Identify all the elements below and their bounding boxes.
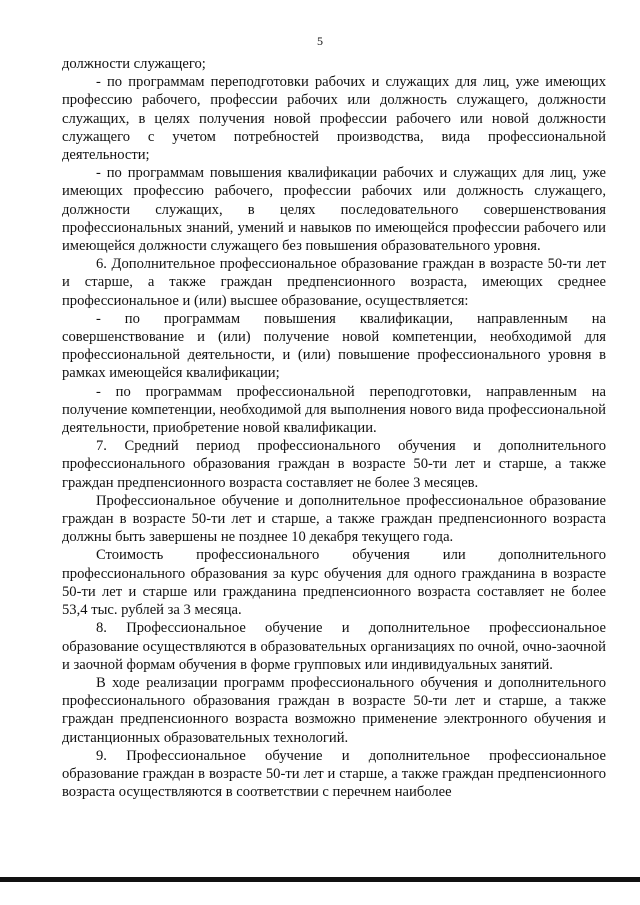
paragraph-item-6-qualification: - по программам повышения квалификации, направленным на совершенствование и (или) получение новой компетенции, необходимой для профессиональной деятельности, и (или) повышение профессионального уровня в рамках имеющейся квалификации; (62, 310, 606, 382)
paragraph-item-6-retraining: - по программам профессиональной переподготовки, направленным на получение компетенции, необходимой для выполнения нового вида профессиональной деятельности, приобретение новой квалификации. (62, 383, 606, 437)
bottom-rule (0, 877, 640, 882)
paragraph-item-7: 7. Средний период профессионального обучения и дополнительного профессионального образования граждан в возрасте 50-ти лет и старше, а также граждан предпенсионного возраста составляет не более 3 месяцев. (62, 438, 606, 491)
paragraph-continuation: должности служащего; (62, 56, 206, 72)
paragraph-item-7-cost: Стоимость профессионального обучения или дополнительного профессионального образования за курс обучения для одного гражданина в возрасте 50-ти лет и старше или гражданина предпенсионного возраста составляет не более 53,4 тыс. рублей за 3 месяца. (62, 547, 606, 619)
paragraph-item-6: 6. Дополнительное профессиональное образование граждан в возрасте 50-ти лет и старше, а также граждан предпенсионного возраста, имеющих среднее профессиональное и (или) высшее образование, осуществляется: (62, 256, 606, 309)
paragraph-item-9: 9. Профессиональное обучение и дополнительное профессиональное образование граждан в возрасте 50-ти лет и старше, а также граждан предпенсионного возраста осуществляются в соответствии с перечнем наиболее (62, 747, 606, 801)
paragraph-qualification-programs: - по программам повышения квалификации рабочих и служащих для лиц, уже имеющих профессию рабочего, профессии рабочих или должность служащего, должности служащих, в целях последовательного совершенствования профессиональных знаний, умений и навыков по имеющейся профессии рабочего или имеющейся должности служащего без повышения образовательного уровня. (62, 165, 606, 255)
paragraph-item-8-elearning: В ходе реализации программ профессионального обучения и дополнительного профессионального образования граждан в возрасте 50-ти лет и старше, а также граждан предпенсионного возраста возможно применение электронного обучения и дистанционных образовательных технологий. (62, 674, 606, 746)
paragraph-item-8: 8. Профессиональное обучение и дополнительное профессиональное образование осуществляются в образовательных организациях по очной, очно-заочной и заочной формам обучения в форме групповых или индивидуальных занятий. (62, 620, 606, 673)
paragraph-item-7-deadline: Профессиональное обучение и дополнительное профессиональное образование граждан в возрасте 50-ти лет и старше, а также граждан предпенсионного возраста должны быть завершены не позднее 10 декабря текущего года. (62, 492, 606, 546)
document-body (62, 55, 606, 801)
page-number: 5 (317, 34, 323, 48)
paragraph-retraining-programs: - по программам переподготовки рабочих и служащих для лиц, уже имеющих профессию рабочего, профессии рабочих или должность служащего, должности служащих, в целях получения новой профессии рабочего или новой должности служащего с учетом потребностей производства, вида профессиональной деятельности; (62, 74, 606, 164)
